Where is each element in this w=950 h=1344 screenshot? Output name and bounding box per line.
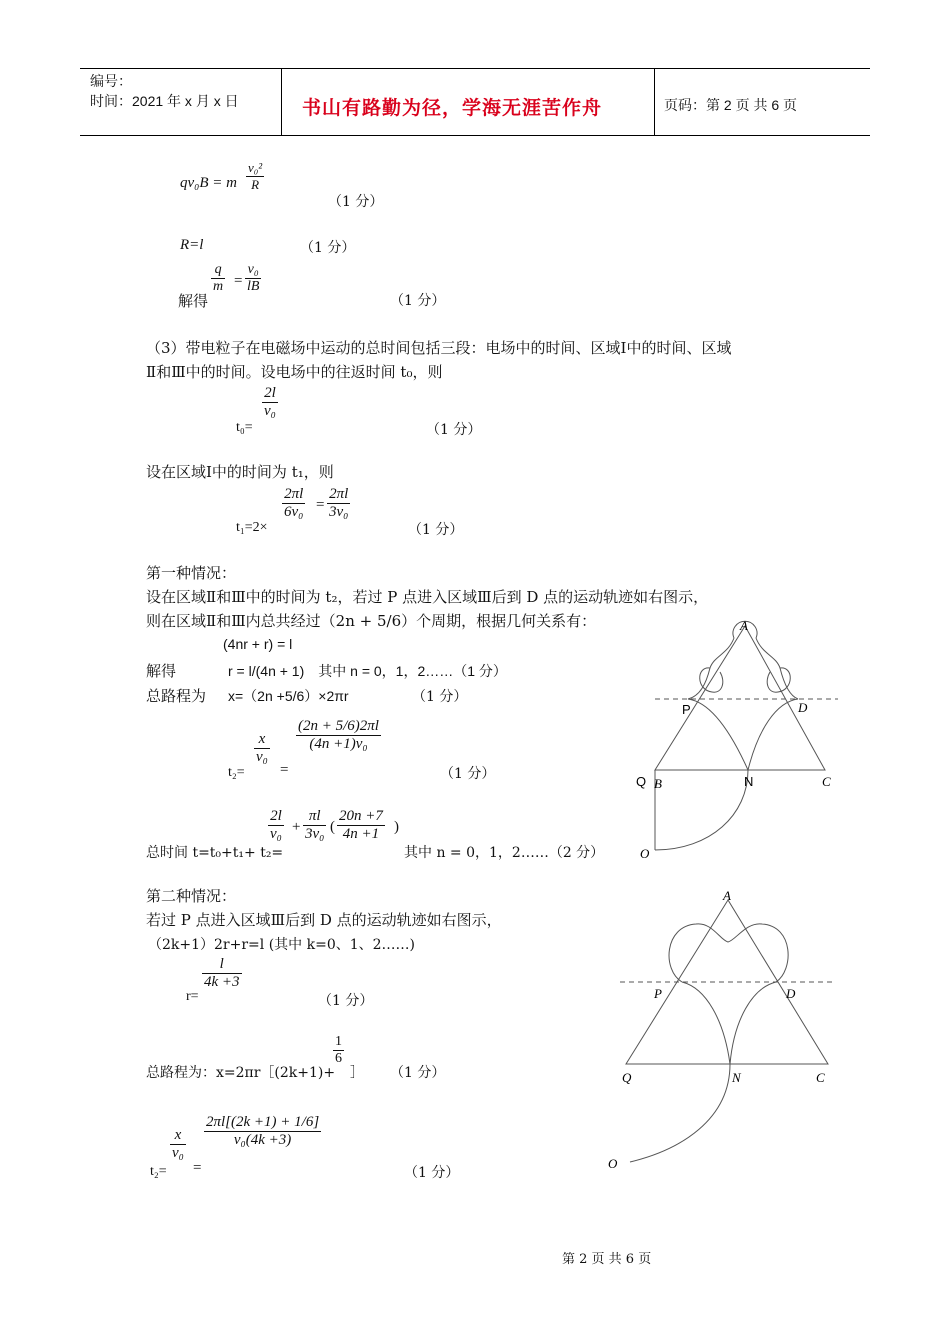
case1-path-score: （1 分） — [412, 689, 468, 705]
t0-lhs: t₀= — [236, 420, 253, 435]
eq3-fraction-vlb — [245, 262, 261, 295]
case1-solve-eq: r = l/(4n + 1) 其中 n = 0，1，2……（1 分） — [228, 663, 507, 679]
plus-sign: + — [292, 819, 301, 835]
case1-t2-num: x — [258, 731, 266, 747]
t0-numerator: 2l — [264, 385, 276, 401]
arc-top-2 — [669, 924, 788, 982]
case1-total-suffix: 其中 n = 0，1，2……（2 分） — [404, 845, 605, 861]
eq3-v0: v₀ — [247, 262, 259, 277]
total-den2: 3v₀ — [305, 826, 325, 842]
case1-t2-den2: (4n +1)v₀ — [309, 736, 368, 752]
eq2-score: （1 分） — [300, 240, 356, 256]
arc-p-n-1 — [688, 699, 748, 770]
header-page-info: 页码：第 2 页 共 6 页 — [664, 97, 798, 113]
header-number: 编号： — [90, 73, 132, 89]
arc-d-n-1 — [748, 699, 798, 770]
t1-intro: 设在区域Ⅰ中的时间为 t₁，则 — [146, 463, 334, 481]
case1-total-label: 总时间 t=t₀+t₁+ t₂= — [146, 845, 284, 861]
case1-path-label: 总路程为 — [146, 687, 207, 705]
case1-t2-lhs: t₂= — [228, 765, 245, 780]
case1-t2-num2: (2n + 5/6)2πl — [298, 718, 379, 734]
label-P-1: P — [682, 702, 691, 717]
part3-intro-line1: （3）带电粒子在电磁场中运动的总时间包括三段：电场中的时间、区域Ⅰ中的时间、区域 — [146, 339, 732, 357]
case1-t2-fraction1 — [254, 731, 270, 766]
label-N-1: N — [744, 774, 754, 789]
label-Q-2: Q — [622, 1070, 632, 1085]
case1-total-frac2 — [303, 808, 326, 843]
header-motto: 书山有路勤为径，学海无涯苦作舟 — [302, 97, 603, 119]
t1-fraction1 — [282, 486, 305, 521]
label-D-1: D — [798, 700, 808, 715]
case2-path-score: （1 分） — [390, 1065, 446, 1081]
eq1-lhs: qv₀B = m — [180, 175, 237, 191]
case2-t2-lhs: t₂= — [150, 1164, 167, 1179]
case2-r-fraction — [202, 956, 242, 991]
case2-t2-fraction2 — [204, 1114, 321, 1149]
case2-path-num: 1 — [335, 1034, 342, 1049]
case2-r-den: 4k +3 — [204, 974, 240, 990]
label-B-1: B — [654, 776, 662, 791]
case1-total-frac1 — [268, 808, 284, 843]
case2-path-close: ］ — [350, 1065, 364, 1081]
case2-path-label: 总路程为：x=2πr［(2k+1)+ — [146, 1065, 336, 1081]
label-P-2: P — [654, 986, 662, 1001]
header-top-rule — [80, 68, 870, 69]
case2-t2-den: v₀ — [172, 1145, 184, 1161]
total-den1: v₀ — [270, 826, 282, 842]
case2-r-lhs: r= — [186, 989, 199, 1004]
total-num1: 2l — [270, 808, 282, 824]
total-num2: πl — [308, 808, 321, 824]
label-C-2: C — [816, 1070, 825, 1085]
part3-intro-line2: Ⅱ和Ⅲ中的时间。设电场中的往返时间 t₀，则 — [146, 363, 443, 381]
total-num3: 20n +7 — [339, 808, 383, 824]
case1-t2-den: v₀ — [256, 749, 268, 765]
t0-denominator: v₀ — [264, 403, 276, 419]
equals-sign: = — [280, 762, 289, 778]
case1-t2-fraction2 — [296, 718, 381, 753]
label-O-2: O — [608, 1156, 618, 1171]
header-bottom-rule — [80, 135, 870, 136]
t0-fraction — [262, 385, 278, 420]
case1-title: 第一种情况： — [146, 564, 237, 582]
equals-sign: = — [193, 1160, 202, 1176]
t1-lhs: t₁=2× — [236, 520, 268, 535]
eq1-fraction — [246, 160, 264, 193]
case2-r-num: l — [219, 956, 224, 972]
case1-solve-label: 解得 — [146, 662, 177, 680]
case2-line1: 若过 P 点进入区域Ⅲ后到 D 点的运动轨迹如右图示， — [146, 911, 502, 929]
triangle-1 — [655, 626, 825, 770]
header-divider-left — [281, 68, 282, 136]
arc-left-1 — [688, 638, 734, 699]
case1-line1: 设在区域Ⅱ和Ⅲ中的时间为 t₂，若过 P 点进入区域Ⅲ后到 D 点的运动轨迹如右图示， — [146, 588, 709, 606]
label-O-1: O — [640, 846, 650, 861]
equals-sign: = — [234, 273, 243, 289]
case2-t2-fraction1 — [170, 1127, 186, 1162]
arc-d-n-2 — [730, 982, 776, 1064]
case2-path-fraction — [333, 1034, 344, 1067]
header-date: 时间：2021 年 x 月 x 日 — [90, 93, 239, 109]
eq3-fraction-qm — [211, 262, 225, 295]
eq3-m: m — [213, 279, 224, 294]
paren-open: ( — [330, 819, 335, 835]
label-D-2: D — [786, 986, 796, 1001]
case2-t2-score: （1 分） — [404, 1165, 460, 1181]
eq3-prefix: 解得 — [178, 292, 209, 310]
label-C-1: C — [822, 774, 831, 789]
case1-t2-score: （1 分） — [440, 766, 496, 782]
case1-geom: (4nr + r) = l — [223, 636, 293, 652]
arc-p-n-2 — [682, 982, 730, 1064]
arc-n-o-1 — [655, 770, 748, 850]
case1-total-frac3 — [337, 808, 385, 843]
label-Q-1: Q — [636, 774, 647, 789]
case1-path-eq: x=（2n +5/6）×2πr — [228, 688, 349, 704]
eq3-q: q — [214, 262, 222, 277]
eq3-score: （1 分） — [390, 293, 446, 309]
t1-fraction2 — [327, 486, 350, 521]
label-A-1: A — [740, 618, 748, 633]
trajectory-diagram-2 — [600, 880, 840, 1180]
case2-path-den: 6 — [335, 1051, 342, 1066]
eq3-lB: lB — [247, 279, 260, 294]
eq1-numerator: v₀² — [248, 160, 263, 175]
arc-right-1 — [756, 638, 798, 699]
equals-sign: = — [316, 497, 325, 513]
eq1-score: （1 分） — [328, 194, 384, 210]
case2-t2-num: x — [174, 1127, 182, 1143]
header-divider-right — [654, 68, 655, 136]
case2-t2-num2: 2πl[(2k +1) + 1/6] — [206, 1114, 320, 1130]
t1-score: （1 分） — [408, 522, 464, 538]
case2-r-score: （1 分） — [318, 993, 374, 1009]
total-den3: 4n +1 — [342, 826, 380, 842]
case2-geom: （2k+1）2r+r=l (其中 k=0、1、2……) — [148, 937, 416, 953]
t1-den1: 6v₀ — [284, 504, 304, 520]
eq1-denominator: R — [251, 177, 260, 192]
t1-den2: 3v₀ — [329, 504, 349, 520]
label-A-2: A — [723, 888, 731, 903]
t1-num1: 2πl — [284, 486, 304, 502]
eq2: R=l — [180, 237, 204, 253]
arc-n-o-2 — [630, 1064, 730, 1162]
trajectory-diagram-1 — [630, 610, 850, 870]
case2-t2-den2: v₀(4k +3) — [233, 1132, 292, 1148]
case2-title: 第二种情况： — [146, 887, 237, 905]
footer-page-number: 第 2 页 共 6 页 — [562, 1252, 652, 1267]
paren-close: ) — [394, 819, 399, 835]
t0-score: （1 分） — [426, 422, 482, 438]
label-N-2: N — [732, 1070, 741, 1085]
case1-line2: 则在区域Ⅱ和Ⅲ内总共经过（2n + 5/6）个周期，根据几何关系有： — [146, 612, 597, 630]
t1-num2: 2πl — [329, 486, 349, 502]
